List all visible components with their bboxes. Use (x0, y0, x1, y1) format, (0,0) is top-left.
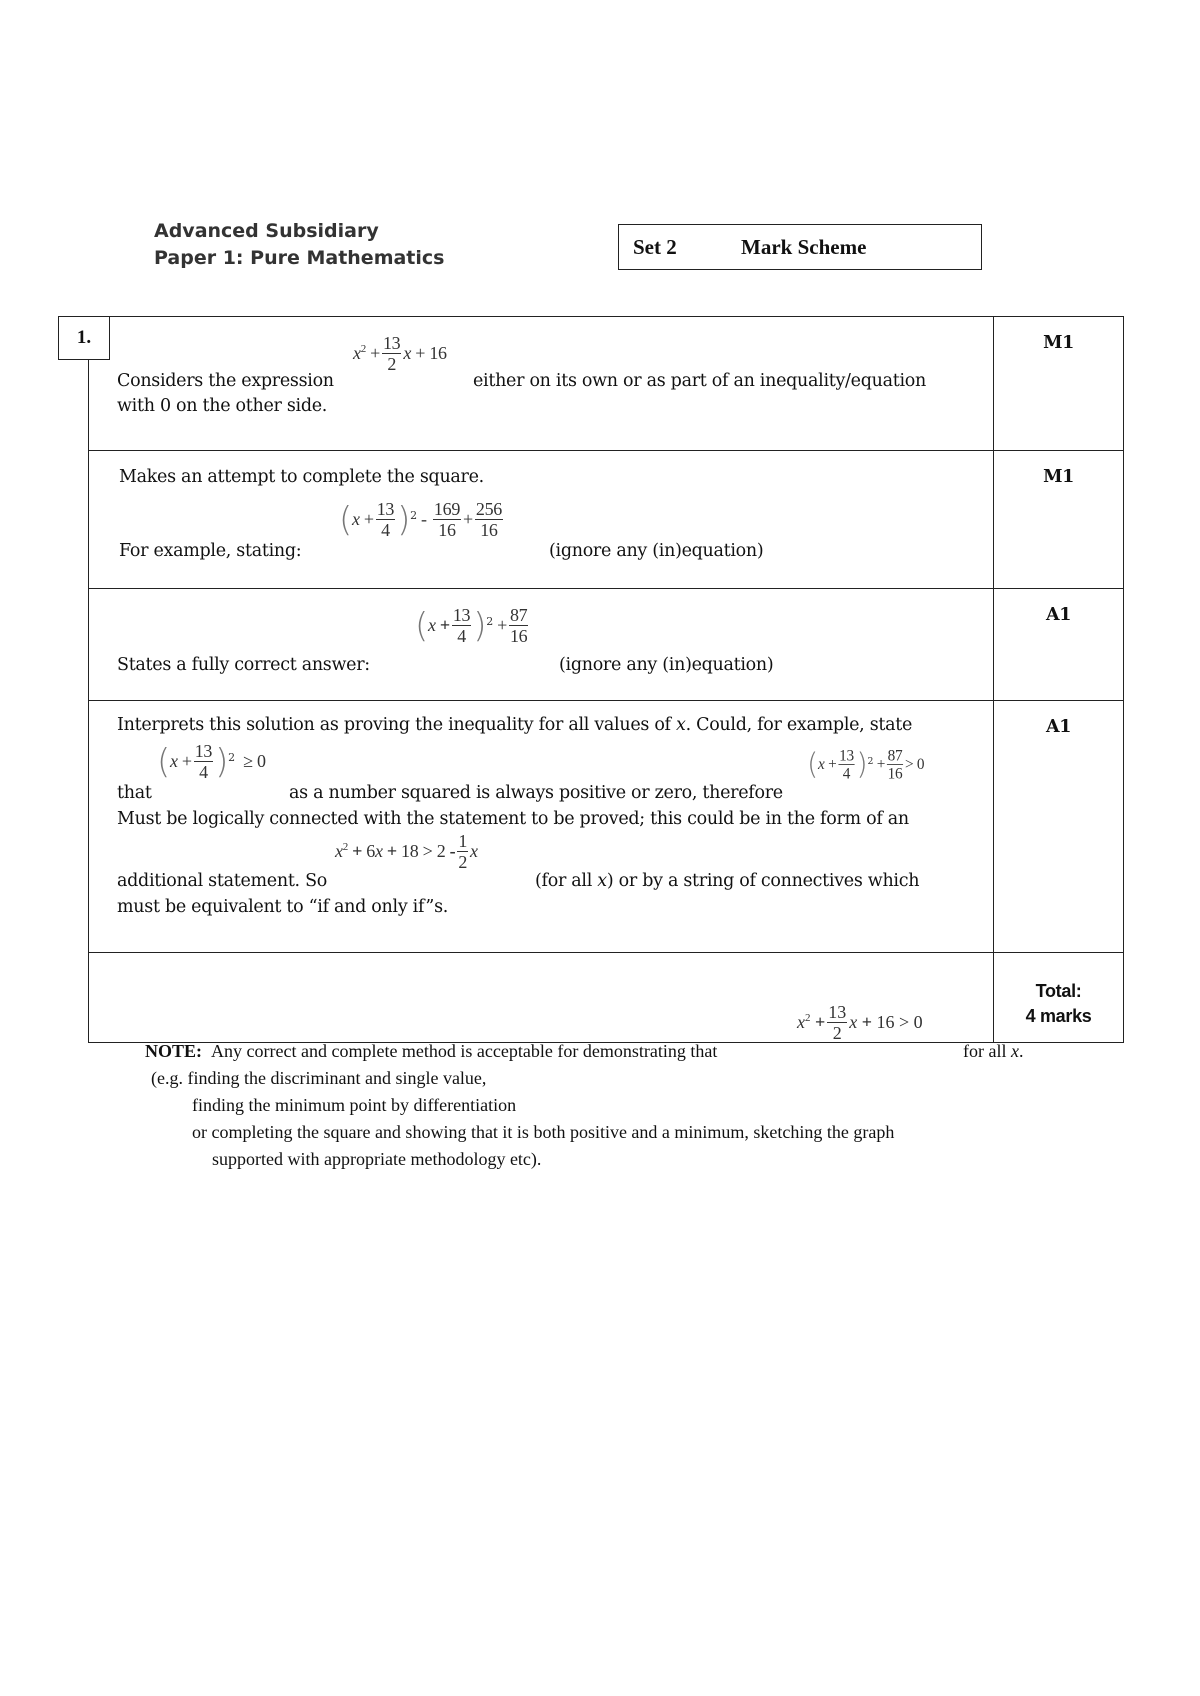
complete-square-math: ( x + $\frac{13}{4}$ ) 2 - $\frac{169}{16}$ + $\frac{256}{16}$ (339, 499, 502, 540)
paper-title-line2: Paper 1: Pure Mathematics (154, 247, 445, 269)
row4-text-b: that (117, 783, 152, 803)
note-line3: finding the minimum point by differentiation (192, 1095, 517, 1115)
row4-text-d: Must be logically connected with the statement to be proved; this could be in the form of an (117, 809, 909, 829)
correct-answer-math: ( x + $\frac{13}{4}$ ) 2 + $\frac{87}{16}$ (415, 605, 528, 646)
row4-text-c: as a number squared is always positive or zero, therefore (289, 783, 783, 803)
row-description (89, 451, 994, 589)
note-line1: NOTE: Any correct and complete method is acceptable for demonstrating that (145, 1041, 718, 1061)
row-mark: A1 (994, 701, 1124, 953)
row-mark: M1 (994, 317, 1124, 451)
expression-math: $x^2$ + $\frac{13}{2}$ x + 16 (353, 333, 447, 374)
set-label-box (618, 224, 982, 270)
table-row (89, 451, 1124, 589)
note-math: $x^2$ + $\frac{13}{2}$ x + 16 > 0 (797, 1002, 923, 1043)
row2-text-c: (ignore any (in)equation) (549, 541, 764, 561)
row-mark: A1 (994, 589, 1124, 701)
question-number: 1. (58, 316, 110, 360)
row-description (89, 589, 994, 701)
mark-scheme-table (88, 316, 1124, 1043)
row3-text-a: States a fully correct answer: (117, 655, 370, 675)
row4-text-a: Interprets this solution as proving the inequality for all values of x. Could, for example, state (117, 715, 913, 735)
note-line2: (e.g. finding the discriminant and single value, (151, 1068, 487, 1088)
total-marks (994, 953, 1124, 1043)
row2-text-b: For example, stating: (119, 541, 302, 561)
total-label: Total: (1035, 981, 1082, 1001)
row1-text-c: with 0 on the other side. (117, 396, 328, 416)
table-row (89, 589, 1124, 701)
row-mark: M1 (994, 451, 1124, 589)
note-line5: supported with appropriate methodology etc). (212, 1149, 542, 1169)
row3-text-b: (ignore any (in)equation) (559, 655, 774, 675)
row2-text-a: Makes an attempt to complete the square. (119, 467, 484, 487)
table-row (89, 701, 1124, 953)
paper-title-line1: Advanced Subsidiary (154, 220, 379, 242)
paper-title (154, 218, 444, 272)
row4-text-g: must be equivalent to “if and only if”s. (117, 897, 449, 917)
note-line1-end: for all x. (963, 1041, 1024, 1061)
row1-text-a: Considers the expression (117, 371, 334, 391)
row4-text-f: (for all x) or by a string of connectives which (535, 871, 920, 891)
total-value: 4 marks (1025, 1006, 1092, 1026)
row4-text-e: additional statement. So (117, 871, 328, 891)
table-row (89, 317, 1124, 451)
table-row (89, 953, 1124, 1043)
square-nonneg-math: ( x + $\frac{13}{4}$ ) 2 ≥ 0 (157, 741, 266, 782)
therefore-math: ( x + $\frac{13}{4}$ ) 2 + $\frac{87}{16}$ > 0 (807, 747, 925, 782)
scheme-label: Mark Scheme (741, 234, 867, 259)
note-line4: or completing the square and showing that it is both positive and a minimum, sketching the graph (192, 1122, 895, 1142)
row1-text-b: either on its own or as part of an inequality/equation (473, 371, 926, 391)
set-label: Set 2 (633, 234, 677, 259)
note-label: NOTE: (145, 1041, 203, 1061)
statement-math: $x^2 + 6x + 18 > 2$ - $\frac{1}{2}$ x (335, 831, 478, 872)
row-description (89, 317, 994, 451)
row-description (89, 701, 994, 953)
